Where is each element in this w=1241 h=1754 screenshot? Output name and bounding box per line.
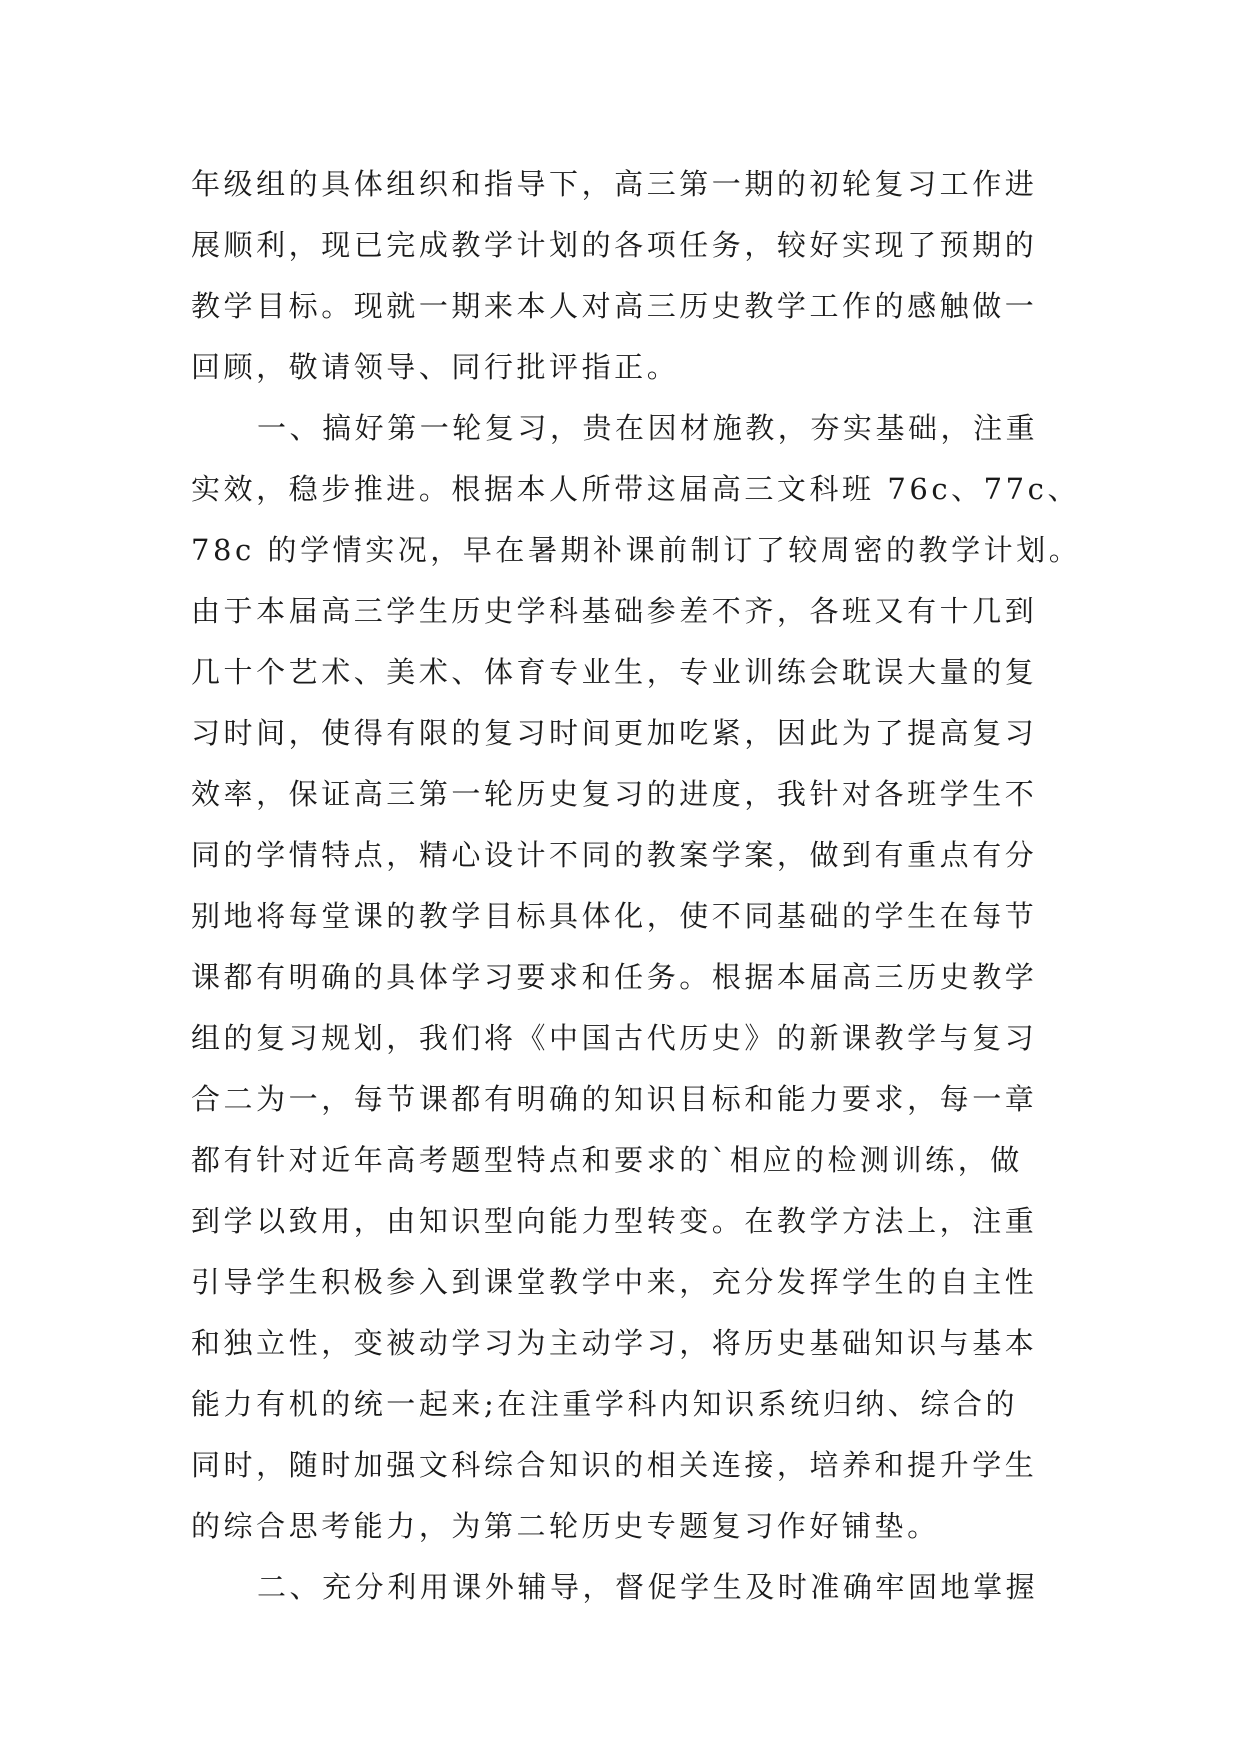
text-line: 78c 的学情实况，早在暑期补课前制订了较周密的教学计划。 [191,533,1082,567]
text-line: 展顺利，现已完成教学计划的各项任务，较好实现了预期的 [191,228,1038,262]
text-line: 回顾，敬请领导、同行批评指正。 [191,350,680,384]
text-line: 课都有明确的具体学习要求和任务。根据本届高三历史教学 [191,960,1038,994]
text-line: 几十个艺术、美术、体育专业生，专业训练会耽误大量的复 [191,655,1038,689]
text-line: 年级组的具体组织和指导下，高三第一期的初轮复习工作进 [191,167,1038,201]
text-line: 教学目标。现就一期来本人对高三历史教学工作的感触做一 [191,289,1038,323]
text-line: 引导学生积极参入到课堂教学中来，充分发挥学生的自主性 [191,1265,1038,1299]
text-line: 能力有机的统一起来;在注重学科内知识系统归纳、综合的 [191,1387,1019,1421]
body-text [191,154,1082,1618]
text-line: 实效，稳步推进。根据本人所带这届高三文科班 76c、77c、 [191,472,1081,506]
text-line: 都有针对近年高考题型特点和要求的`相应的检测训练，做 [191,1143,1023,1177]
text-line: 的综合思考能力，为第二轮历史专题复习作好铺垫。 [191,1509,940,1543]
text-line: 二、充分利用课外辅导，督促学生及时准确牢固地掌握 [257,1570,1039,1604]
text-line: 一、搞好第一轮复习，贵在因材施教，夯实基础，注重 [257,411,1039,445]
text-line: 同时，随时加强文科综合知识的相关连接，培养和提升学生 [191,1448,1038,1482]
text-line: 同的学情特点，精心设计不同的教案学案，做到有重点有分 [191,838,1038,872]
text-line: 合二为一，每节课都有明确的知识目标和能力要求，每一章 [191,1082,1038,1116]
text-line: 效率，保证高三第一轮历史复习的进度，我针对各班学生不 [191,777,1038,811]
text-line: 别地将每堂课的教学目标具体化，使不同基础的学生在每节 [191,899,1038,933]
text-line: 组的复习规划，我们将《中国古代历史》的新课教学与复习 [191,1021,1038,1055]
text-line: 由于本届高三学生历史学科基础参差不齐，各班又有十几到 [191,594,1038,628]
text-line: 习时间，使得有限的复习时间更加吃紧，因此为了提高复习 [191,716,1038,750]
text-line: 到学以致用，由知识型向能力型转变。在教学方法上，注重 [191,1204,1038,1238]
text-line: 和独立性，变被动学习为主动学习，将历史基础知识与基本 [191,1326,1038,1360]
